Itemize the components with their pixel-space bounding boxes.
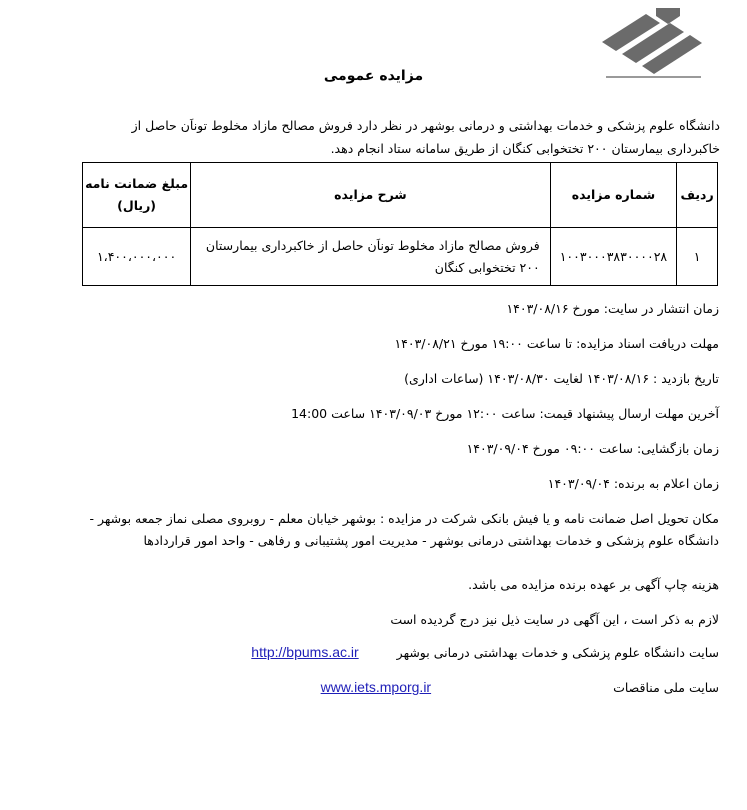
cell-auction-number: ۱۰۰۳۰۰۰۳۸۳۰۰۰۰۲۸ bbox=[550, 228, 676, 286]
print-cost-note: هزینه چاپ آگهی بر عهده برنده مزایده می باشد. bbox=[468, 577, 719, 592]
university-site-row bbox=[79, 644, 719, 679]
bid-deadline: آخرین مهلت ارسال پیشنهاد قیمت: ساعت ۱۲:۰۰ مورخ ۱۴۰۳/۰۹/۰۳ ساعت 14:00 bbox=[291, 406, 719, 421]
document-deadline: مهلت دریافت اسناد مزایده: تا ساعت ۱۹:۰۰ مورخ ۱۴۰۳/۰۸/۲۱ bbox=[394, 336, 719, 351]
details-list bbox=[79, 298, 719, 714]
header-guarantee-amount: مبلغ ضمانت نامه (ریال) bbox=[83, 163, 191, 228]
header-description: شرح مزایده bbox=[191, 163, 551, 228]
cell-description: فروش مصالح مازاد مخلوط توناَن حاصل از خاکبرداری بیمارستان ۲۰۰ تختخوابی کنگان bbox=[191, 228, 551, 286]
university-site-label: سایت دانشگاه علوم پزشکی و خدمات بهداشتی درمانی بوشهر bbox=[396, 645, 719, 660]
tender-site-link[interactable]: www.iets.mporg.ir bbox=[320, 679, 432, 695]
intro-paragraph: دانشگاه علوم پزشکی و خدمات بهداشتی و درمانی بوشهر در نظر دارد فروش مصالح مازاد مخلوط توناَن حاصل از خاکبرداری بیمارستان ۲۰۰ تختخوابی کنگان از طریق سامانه ستاد انجام دهد. bbox=[131, 118, 720, 156]
table-header-row bbox=[83, 163, 718, 228]
header-row-number: ردیف bbox=[677, 163, 718, 228]
sites-note: لازم به ذکر است ، این آگهی در سایت ذیل نیز درج گردیده است bbox=[390, 612, 719, 627]
opening-date: زمان بازگشایی: ساعت ۰۹:۰۰ مورخ ۱۴۰۳/۰۹/۰۴ bbox=[466, 441, 719, 456]
table-row bbox=[83, 228, 718, 286]
header-auction-number: شماره مزایده bbox=[550, 163, 676, 228]
tender-site-row bbox=[79, 679, 719, 714]
tender-site-label: سایت ملی مناقصات bbox=[613, 680, 719, 695]
winner-announcement: زمان اعلام به برنده: ۱۴۰۳/۰۹/۰۴ bbox=[547, 476, 719, 491]
visit-date: تاریخ بازدید : ۱۴۰۳/۰۸/۱۶ لغایت ۱۴۰۳/۰۸/۳۰ (ساعات اداری) bbox=[404, 371, 719, 386]
delivery-location: مکان تحویل اصل ضمانت نامه و یا فیش بانکی شرکت در مزایده : بوشهر خیابان معلم - روبروی مصلی نماز جمعه بوشهر - دانشگاه علوم پزشکی و خدمات بهداشتی درمانی بوشهر - مدیریت امور پشتیبانی و رفاهی - واحد امور قراردادها bbox=[89, 511, 719, 548]
cell-row-number: ۱ bbox=[677, 228, 718, 286]
university-site-link[interactable]: http://bpums.ac.ir bbox=[251, 644, 359, 660]
publish-date: زمان انتشار در سایت: مورخ ۱۴۰۳/۰۸/۱۶ bbox=[506, 301, 719, 316]
page-title: مزایده عمومی bbox=[323, 68, 424, 84]
cell-guarantee-amount: ۱،۴۰۰،۰۰۰،۰۰۰ bbox=[83, 228, 191, 286]
auction-table bbox=[82, 162, 718, 286]
